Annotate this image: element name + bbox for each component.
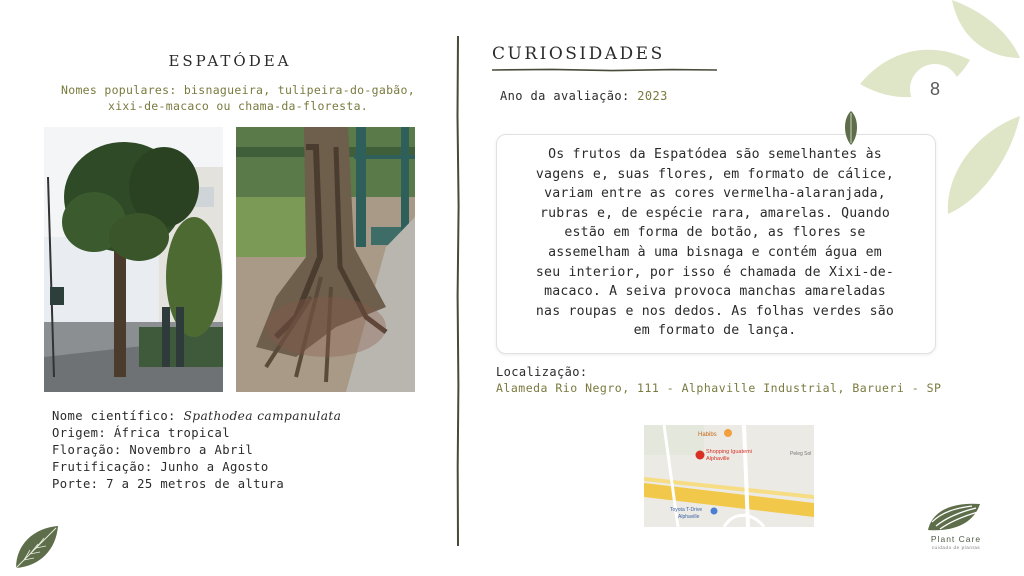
text-line: vagens e, suas flores, em formato de cálice, <box>535 166 895 182</box>
popular-names-line: xixi-de-macaco ou chama-da-floresta. <box>107 99 369 113</box>
location-map[interactable] <box>644 425 814 527</box>
map-poi-label: Toyota T-Drive <box>670 507 703 513</box>
curiosities-title: CURIOSIDADES <box>492 44 665 64</box>
location-address: Alameda Rio Negro, 111 - Alphaville Industrial, Barueri - SP <box>496 381 942 395</box>
text-line: estão em forma de botão, as flores se <box>564 225 866 241</box>
plant-facts <box>52 408 341 493</box>
scientific-name-label: Nome científico: <box>52 409 184 423</box>
text-line: Os frutos da Espatódea são semelhantes às <box>548 147 882 162</box>
map-poi-label: Peleg Sol <box>790 451 812 457</box>
text-line: nas roupas e nos dedos. As folhas verdes são <box>535 303 895 319</box>
location-label: Localização: <box>496 365 588 379</box>
text-line: em formato de lança. <box>633 323 797 339</box>
title-underline <box>492 66 717 74</box>
vertical-divider <box>455 36 461 546</box>
year-label: Ano da avaliação: <box>500 89 630 103</box>
map-poi-label: Alphaville <box>678 514 700 520</box>
map-poi-label: Alphaville <box>706 456 730 462</box>
text-line: rubras e, de espécie rara, amarelas. Quando <box>539 205 890 221</box>
roots-photo <box>236 127 415 392</box>
evaluation-year <box>500 89 668 103</box>
scientific-name-value: Spathodea campanulata <box>183 409 342 423</box>
text-line: variam entre as cores vermelha-alaranjada, <box>544 186 886 202</box>
leaf-shape <box>952 0 1020 58</box>
text-line: assemelham à uma bisnaga e contém água em <box>548 244 882 260</box>
leaf-shape <box>948 116 1020 214</box>
plant-care-logo-icon <box>926 500 982 532</box>
flowering: Floração: Novembro a Abril <box>52 443 254 457</box>
year-value: 2023 <box>637 89 668 103</box>
text-line: macaco. A seiva provoca manchas amareladas <box>544 284 886 300</box>
scientific-name <box>52 408 341 425</box>
text-line: seu interior, por isso é chamada de Xixi-de- <box>535 264 895 280</box>
logo-tagline: cuidado de plantas <box>931 545 981 550</box>
popular-names-line: Nomes populares: bisnagueira, tulipeira-do-gabão, <box>61 83 415 97</box>
size: Porte: 7 a 25 metros de altura <box>52 477 285 491</box>
page-number: 8 <box>929 79 940 99</box>
origin: Origem: África tropical <box>52 426 230 440</box>
curiosities-text <box>506 145 924 341</box>
map-poi-label: Shopping Iguatemi <box>706 449 752 455</box>
tree-photo <box>44 127 223 392</box>
map-poi-label: Habibs <box>698 432 717 438</box>
plant-title: ESPATÓDEA <box>168 52 292 70</box>
popular-names <box>48 82 428 114</box>
fruiting: Frutificação: Junho a Agosto <box>52 460 269 474</box>
logo-name: Plant Care <box>930 534 982 544</box>
leaf-icon-bottom-left <box>12 524 60 570</box>
leaf-icon-card <box>842 110 860 146</box>
